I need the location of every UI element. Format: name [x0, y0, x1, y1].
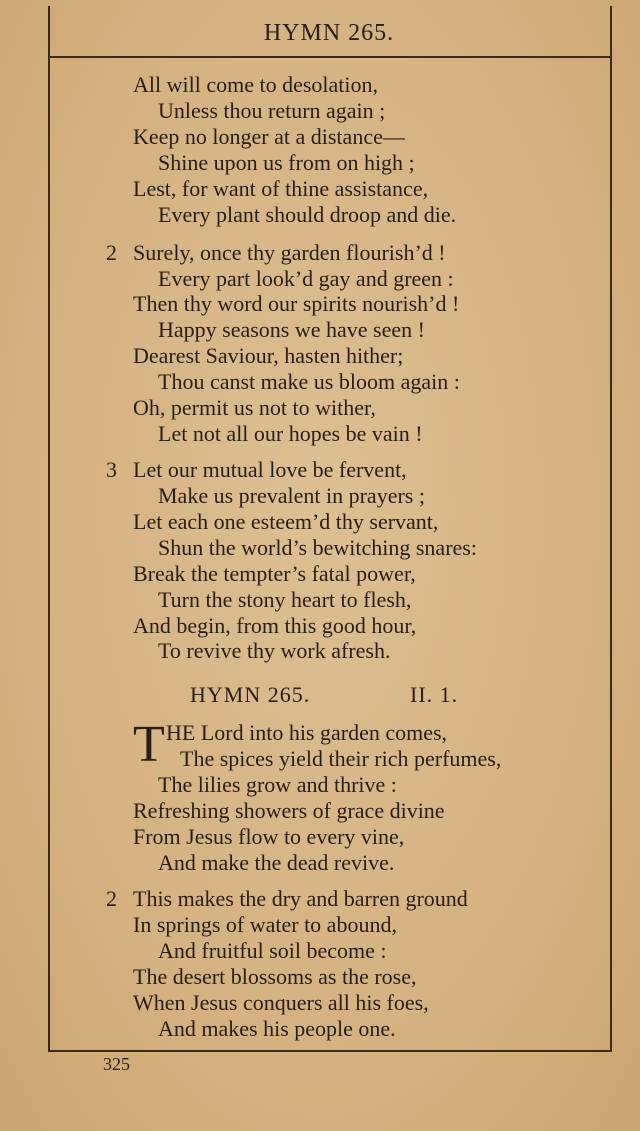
verse-line: Refreshing showers of grace divine [133, 798, 445, 823]
verse-line: Shun the world’s bewitching snares: [158, 535, 477, 560]
verse-line: Happy seasons we have seen ! [158, 317, 425, 342]
verse-line: And make the dead revive. [158, 850, 395, 875]
verse-line: Thou canst make us bloom again : [158, 369, 460, 394]
drop-cap: T [133, 716, 165, 773]
page-number: 325 [103, 1054, 130, 1074]
verse-line: Keep no longer at a distance— [133, 124, 405, 149]
verse-line: Let our mutual love be fervent, [133, 457, 407, 482]
verse-line: Let each one esteem’d thy servant, [133, 509, 439, 534]
verse-line: When Jesus conquers all his foes, [133, 990, 429, 1015]
verse-line: Shine upon us from on high ; [158, 150, 415, 175]
verse-line: HE Lord into his garden comes, [166, 720, 448, 745]
stanza-number: 3 [106, 457, 117, 482]
verse-line: Break the tempter’s fatal power, [133, 561, 416, 586]
verse-line: And begin, from this good hour, [133, 613, 417, 638]
verse-line: Oh, permit us not to wither, [133, 395, 376, 420]
hymn-meter: II. 1. [410, 682, 459, 707]
verse-line: From Jesus flow to every vine, [133, 824, 405, 849]
verse-line: And makes his people one. [158, 1016, 396, 1041]
verse-line: The lilies grow and thrive : [158, 772, 397, 797]
running-head: HYMN 265. [263, 20, 395, 46]
verse-line: Surely, once thy garden flourish’d ! [133, 240, 446, 265]
verse-line: The desert blossoms as the rose, [133, 964, 417, 989]
verse-line: Then thy word our spirits nourish’d ! [133, 291, 460, 316]
verse-line: The spices yield their rich perfumes, [180, 746, 502, 771]
verse-line: To revive thy work afresh. [158, 638, 391, 663]
verse-line: Unless thou return again ; [158, 98, 386, 123]
hymn-title: HYMN 265. [190, 682, 311, 707]
verse-line: Every plant should droop and die. [158, 202, 457, 227]
verse-line: Dearest Saviour, hasten hither; [133, 343, 404, 368]
verse-line: Make us prevalent in prayers ; [158, 483, 425, 508]
verse-line: Turn the stony heart to flesh, [158, 587, 412, 612]
verse-line: All will come to desolation, [133, 72, 379, 97]
verse-line: Every part look’d gay and green : [158, 266, 454, 291]
verse-line: Lest, for want of thine assistance, [133, 176, 429, 201]
header-rule [48, 56, 610, 58]
verse-line: This makes the dry and barren ground [133, 886, 468, 911]
verse-line: And fruitful soil become : [158, 938, 387, 963]
stanza-number: 2 [106, 240, 117, 265]
verse-line: In springs of water to abound, [133, 912, 397, 937]
verse-line: Let not all our hopes be vain ! [158, 421, 423, 446]
stanza-number: 2 [106, 886, 117, 911]
